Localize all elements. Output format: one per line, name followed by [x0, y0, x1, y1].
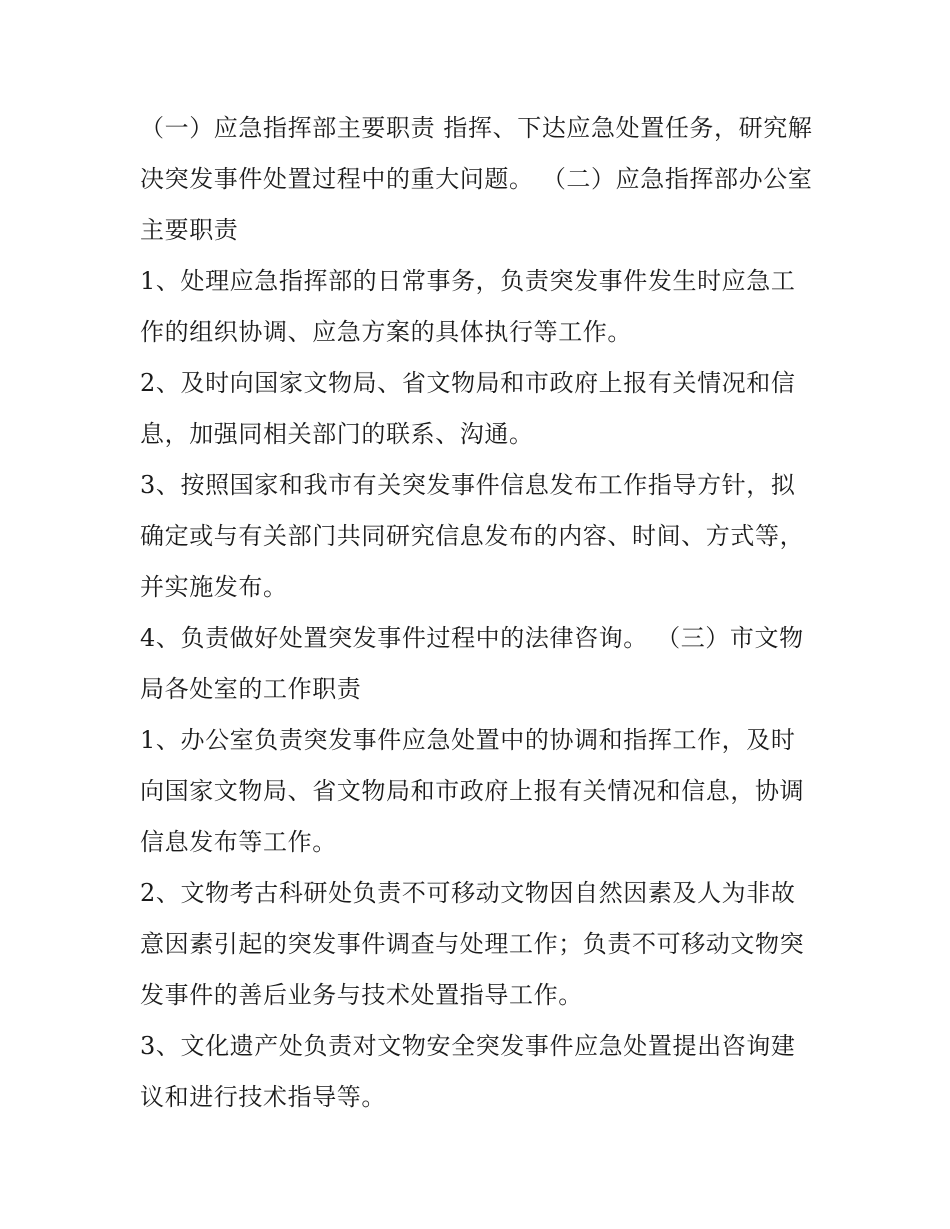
paragraph-office-duty-3: 3、文化遗产处负责对文物安全突发事件应急处置提出咨询建议和进行技术指导等。 — [140, 1032, 796, 1111]
paragraph-item-1: 1、处理应急指挥部的日常事务，负责突发事件发生时应急工作的组织协调、应急方案的具体执行等工作。 — [140, 267, 796, 346]
paragraph-item-4: 4、负责做好处置突发事件过程中的法律咨询。 （三）市文物局各处室的工作职责 — [140, 624, 804, 703]
paragraph-item-2: 2、及时向国家文物局、省文物局和市政府上报有关情况和信息，加强同相关部门的联系、沟通。 — [140, 369, 796, 448]
paragraph-item-3: 3、按照国家和我市有关突发事件信息发布工作指导方针，拟确定或与有关部门共同研究信息发布的内容、时间、方式等，并实施发布。 — [140, 471, 805, 601]
document-body — [140, 103, 820, 1123]
paragraph-section-1-header: （一）应急指挥部主要职责 指挥、下达应急处置任务，研究解决突发事件处置过程中的重大问题。 （二）应急指挥部办公室主要职责 — [140, 114, 813, 244]
paragraph-office-duty-2: 2、文物考古科研处负责不可移动文物因自然因素及人为非故意因素引起的突发事件调查与处理工作；负责不可移动文物突发事件的善后业务与技术处置指导工作。 — [140, 879, 805, 1009]
paragraph-office-duty-1: 1、办公室负责突发事件应急处置中的协调和指挥工作，及时向国家文物局、省文物局和市政府上报有关情况和信息，协调信息发布等工作。 — [140, 726, 805, 856]
